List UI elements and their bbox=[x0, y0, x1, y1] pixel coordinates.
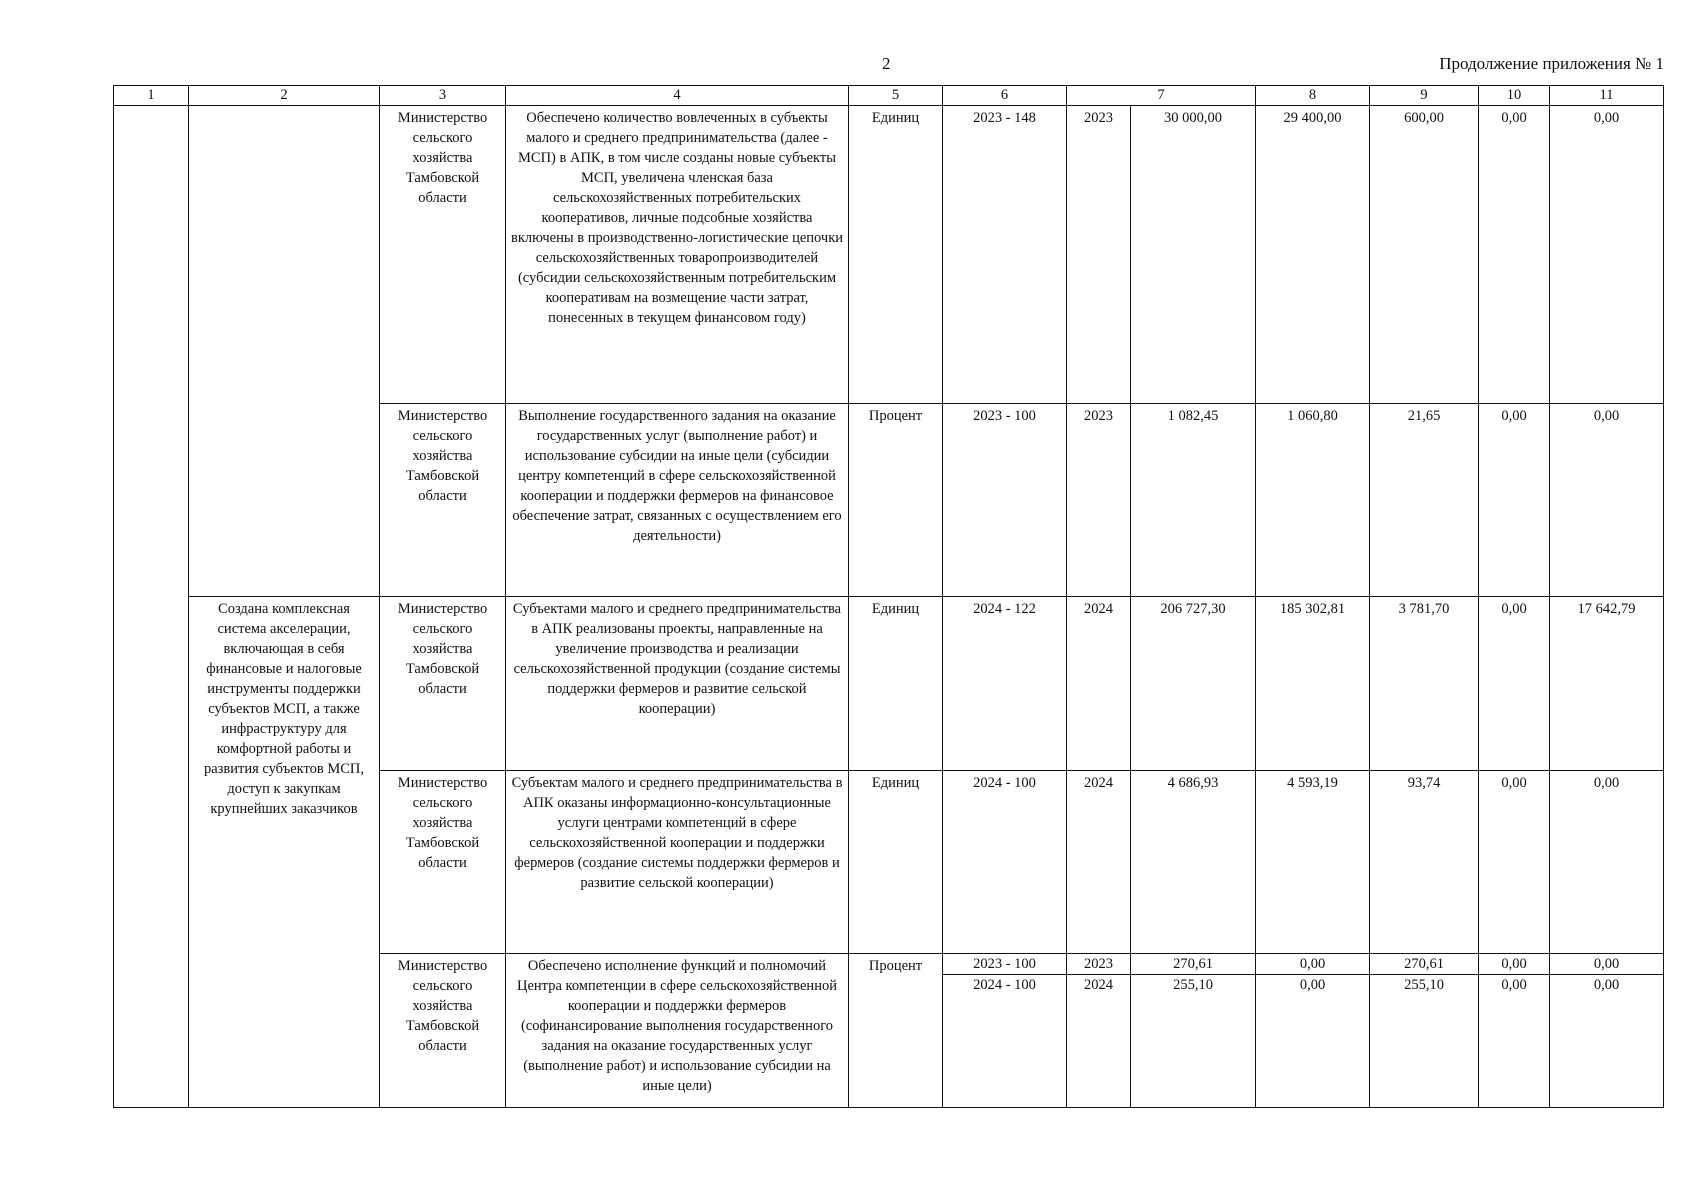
local-cell: 0,00 bbox=[1479, 975, 1550, 1108]
total-cell: 270,61 bbox=[1131, 954, 1256, 975]
local-cell: 0,00 bbox=[1479, 597, 1550, 771]
local-cell: 0,00 bbox=[1479, 106, 1550, 404]
table-row bbox=[114, 106, 1664, 404]
total-cell: 1 082,45 bbox=[1131, 404, 1256, 597]
target-cell: 2024 - 100 bbox=[943, 975, 1067, 1108]
target-cell: 2023 - 100 bbox=[943, 954, 1067, 975]
unit-cell: Процент bbox=[849, 404, 943, 597]
header-col-7: 7 bbox=[1067, 86, 1256, 106]
target-cell: 2024 - 122 bbox=[943, 597, 1067, 771]
number-cell bbox=[114, 106, 189, 1108]
unit-cell: Единиц bbox=[849, 597, 943, 771]
year-cell: 2024 bbox=[1067, 597, 1131, 771]
header-col-9: 9 bbox=[1370, 86, 1479, 106]
year-cell: 2023 bbox=[1067, 106, 1131, 404]
header-col-10: 10 bbox=[1479, 86, 1550, 106]
result-cell: Обеспечено исполнение функций и полномочий Центра компетенции в сфере сельскохозяйственной кооперации и поддержки фермеров (софинансирование выполнения государственного задания на оказание государственных услуг (выполнение работ) и использование субсидии на иные цели) bbox=[506, 954, 849, 1108]
federal-cell: 1 060,80 bbox=[1256, 404, 1370, 597]
federal-cell: 4 593,19 bbox=[1256, 771, 1370, 954]
target-cell: 2023 - 148 bbox=[943, 106, 1067, 404]
unit-cell: Процент bbox=[849, 954, 943, 1108]
federal-cell: 29 400,00 bbox=[1256, 106, 1370, 404]
regional-cell: 3 781,70 bbox=[1370, 597, 1479, 771]
regional-cell: 255,10 bbox=[1370, 975, 1479, 1108]
task-cell-empty bbox=[189, 106, 380, 597]
target-cell: 2024 - 100 bbox=[943, 771, 1067, 954]
other-cell: 0,00 bbox=[1550, 771, 1664, 954]
unit-cell: Единиц bbox=[849, 771, 943, 954]
federal-cell: 185 302,81 bbox=[1256, 597, 1370, 771]
ministry-cell: Министерство сельского хозяйства Тамбовской области bbox=[380, 954, 506, 1108]
header-col-11: 11 bbox=[1550, 86, 1664, 106]
header-row bbox=[114, 86, 1664, 106]
result-cell: Выполнение государственного задания на оказание государственных услуг (выполнение работ) и использование субсидии на иные цели (субсидии центру компетенций в сфере сельскохозяйственной кооперации и поддержки фермеров на финансовое обеспечение затрат, связанных с осуществлением его деятельности) bbox=[506, 404, 849, 597]
regional-cell: 600,00 bbox=[1370, 106, 1479, 404]
total-cell: 206 727,30 bbox=[1131, 597, 1256, 771]
result-cell: Обеспечено количество вовлеченных в субъекты малого и среднего предпринимательства (далее - МСП) в АПК, в том числе созданы новые субъекты МСП, увеличена членская база сельскохозяйственных потребительских кооперативов, личные подсобные хозяйства включены в производственно-логистические цепочки сельскохозяйственных товаропроизводителей (субсидии сельскохозяйственным потребительским кооперативам на возмещение части затрат, понесенных в текущем финансовом году) bbox=[506, 106, 849, 404]
header-col-5: 5 bbox=[849, 86, 943, 106]
year-cell: 2024 bbox=[1067, 975, 1131, 1108]
total-cell: 4 686,93 bbox=[1131, 771, 1256, 954]
federal-cell: 0,00 bbox=[1256, 975, 1370, 1108]
other-cell: 0,00 bbox=[1550, 975, 1664, 1108]
total-cell: 255,10 bbox=[1131, 975, 1256, 1108]
total-cell: 30 000,00 bbox=[1131, 106, 1256, 404]
target-cell: 2023 - 100 bbox=[943, 404, 1067, 597]
table-row bbox=[114, 597, 1664, 771]
federal-cell: 0,00 bbox=[1256, 954, 1370, 975]
result-cell: Субъектами малого и среднего предпринимательства в АПК реализованы проекты, направленные на увеличение производства и реализации сельскохозяйственной продукции (создание системы поддержки фермеров и развитие сельской кооперации) bbox=[506, 597, 849, 771]
regional-cell: 21,65 bbox=[1370, 404, 1479, 597]
appendix-continuation-note: Продолжение приложения № 1 bbox=[1439, 54, 1664, 73]
year-cell: 2023 bbox=[1067, 954, 1131, 975]
ministry-cell: Министерство сельского хозяйства Тамбовской области bbox=[380, 771, 506, 954]
header-col-4: 4 bbox=[506, 86, 849, 106]
page-number: 2 bbox=[882, 54, 891, 73]
task-cell: Создана комплексная система акселерации, включающая в себя финансовые и налоговые инструменты поддержки субъектов МСП, а также инфраструктуру для комфортной работы и развития субъектов МСП, доступ к закупкам крупнейших заказчиков bbox=[189, 597, 380, 1108]
ministry-cell: Министерство сельского хозяйства Тамбовской области bbox=[380, 404, 506, 597]
header-col-6: 6 bbox=[943, 86, 1067, 106]
other-cell: 0,00 bbox=[1550, 106, 1664, 404]
year-cell: 2023 bbox=[1067, 404, 1131, 597]
appendix-table bbox=[113, 85, 1664, 1108]
year-cell: 2024 bbox=[1067, 771, 1131, 954]
regional-cell: 270,61 bbox=[1370, 954, 1479, 975]
header-col-3: 3 bbox=[380, 86, 506, 106]
header-col-8: 8 bbox=[1256, 86, 1370, 106]
local-cell: 0,00 bbox=[1479, 404, 1550, 597]
ministry-cell: Министерство сельского хозяйства Тамбовской области bbox=[380, 597, 506, 771]
other-cell: 17 642,79 bbox=[1550, 597, 1664, 771]
other-cell: 0,00 bbox=[1550, 404, 1664, 597]
result-cell: Субъектам малого и среднего предпринимательства в АПК оказаны информационно-консультационные услуги центрами компетенций в сфере сельскохозяйственной кооперации и поддержки фермеров (создание системы поддержки фермеров и развитие сельской кооперации) bbox=[506, 771, 849, 954]
other-cell: 0,00 bbox=[1550, 954, 1664, 975]
local-cell: 0,00 bbox=[1479, 771, 1550, 954]
ministry-cell: Министерство сельского хозяйства Тамбовской области bbox=[380, 106, 506, 404]
header-col-1: 1 bbox=[114, 86, 189, 106]
regional-cell: 93,74 bbox=[1370, 771, 1479, 954]
local-cell: 0,00 bbox=[1479, 954, 1550, 975]
header-col-2: 2 bbox=[189, 86, 380, 106]
unit-cell: Единиц bbox=[849, 106, 943, 404]
